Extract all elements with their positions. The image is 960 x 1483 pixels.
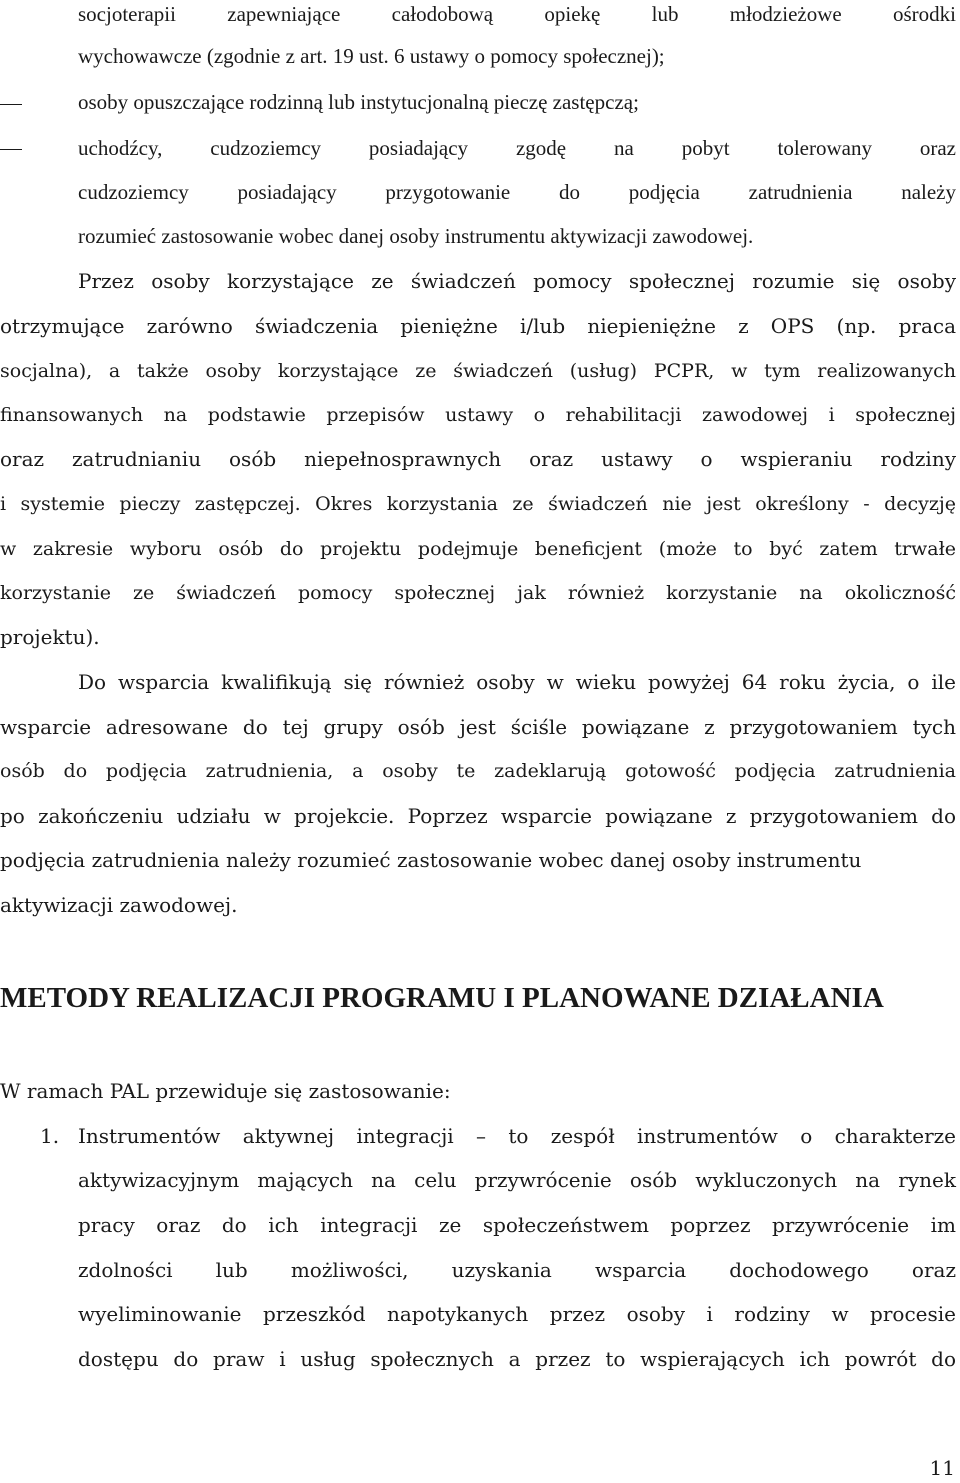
paragraph-line: i systemie pieczy zastępczej. Okres korzystania ze świadczeń nie jest określony - decyzję bbox=[0, 493, 956, 515]
text-line: wychowawcze (zgodnie z art. 19 ust. 6 ustawy o pomocy społecznej); bbox=[78, 44, 665, 68]
bullet-text: cudzoziemcy posiadający przygotowanie do podjęcia zatrudnienia należy bbox=[78, 180, 956, 204]
bullet-text: rozumieć zastosowanie wobec danej osoby instrumentu aktywizacji zawodowej. bbox=[78, 224, 754, 248]
page-number: 11 bbox=[929, 1456, 955, 1480]
list-item-line: Instrumentów aktywnej integracji – to zespół instrumentów o charakterze bbox=[78, 1124, 956, 1148]
text-line: socjoterapii zapewniające całodobową opiekę lub młodzieżowe ośrodki bbox=[78, 2, 956, 26]
list-number: 1. bbox=[40, 1124, 60, 1148]
paragraph-line: osób do podjęcia zatrudnienia, a osoby te zadeklarują gotowość podjęcia zatrudnienia bbox=[0, 760, 956, 782]
list-item-line: pracy oraz do ich integracji ze społeczeństwem poprzez przywrócenie im bbox=[78, 1213, 956, 1237]
paragraph-line: finansowanych na podstawie przepisów ustawy o rehabilitacji zawodowej i społecznej bbox=[0, 404, 956, 426]
paragraph-line: wsparcie adresowane do tej grupy osób jest ściśle powiązane z przygotowaniem tych bbox=[0, 715, 956, 739]
list-item-line: dostępu do praw i usług społecznych a przez to wspierających ich powrót do bbox=[78, 1347, 956, 1371]
intro-text: W ramach PAL przewiduje się zastosowanie: bbox=[0, 1079, 451, 1103]
list-item-line: aktywizacyjnym mających na celu przywrócenie osób wykluczonych na rynek bbox=[78, 1168, 956, 1192]
paragraph-line: podjęcia zatrudnienia należy rozumieć zastosowanie wobec danej osoby instrumentu bbox=[0, 848, 862, 872]
paragraph-line: aktywizacji zawodowej. bbox=[0, 893, 238, 917]
section-heading: METODY REALIZACJI PROGRAMU I PLANOWANE DZIAŁANIA bbox=[0, 982, 884, 1014]
paragraph-line: socjalna), a także osoby korzystające ze świadczeń (usług) PCPR, w tym realizowanych bbox=[0, 360, 956, 382]
bullet-text: uchodźcy, cudzoziemcy posiadający zgodę na pobyt tolerowany oraz bbox=[78, 136, 956, 160]
dash-bullet-icon bbox=[0, 149, 22, 150]
paragraph-line: Przez osoby korzystające ze świadczeń pomocy społecznej rozumie się osoby bbox=[78, 269, 956, 293]
paragraph-line: w zakresie wyboru osób do projektu podejmuje beneficjent (może to być zatem trwałe bbox=[0, 538, 956, 560]
bullet-text: osoby opuszczające rodzinną lub instytucjonalną pieczę zastępczą; bbox=[78, 90, 639, 114]
paragraph-line: otrzymujące zarówno świadczenia pieniężne i/lub niepieniężne z OPS (np. praca bbox=[0, 314, 956, 338]
paragraph-line: Do wsparcia kwalifikują się również osoby w wieku powyżej 64 roku życia, o ile bbox=[78, 670, 956, 694]
list-item-line: zdolności lub możliwości, uzyskania wsparcia dochodowego oraz bbox=[78, 1258, 956, 1282]
paragraph-line: oraz zatrudnianiu osób niepełnosprawnych oraz ustawy o wspieraniu rodziny bbox=[0, 447, 956, 471]
dash-bullet-icon bbox=[0, 104, 22, 105]
paragraph-line: projektu). bbox=[0, 625, 100, 649]
paragraph-line: korzystanie ze świadczeń pomocy społecznej jak również korzystanie na okoliczność bbox=[0, 582, 956, 604]
paragraph-line: po zakończeniu udziału w projekcie. Poprzez wsparcie powiązane z przygotowaniem do bbox=[0, 804, 956, 828]
list-item-line: wyeliminowanie przeszkód napotykanych przez osoby i rodziny w procesie bbox=[78, 1302, 956, 1326]
